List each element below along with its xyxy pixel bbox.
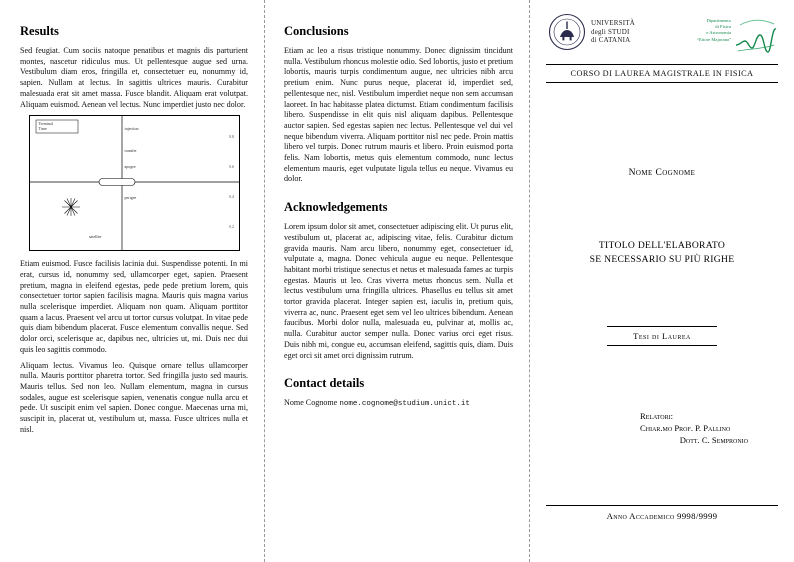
figure-tick-4: 0.2	[229, 224, 234, 230]
contact-line	[284, 398, 513, 410]
department-wave-icon	[734, 15, 778, 57]
figure-line-label-3: apogee	[124, 164, 136, 170]
conclusions-paragraph: Etiam ac leo a risus tristique nonummy. Donec dignissim tincidunt nulla. Vestibulum rhoncus molestie odio. Sed lobortis, justo et pretium lobortis, mauris turpis condimentum augue, nec ultricies nibh arcu pretium enim. Nunc purus neque, placerat id, imperdiet sed, pellentesque nec, nisl. Vestibulum imperdiet neque non sem accumsan laoreet. In hac habitasse platea dictumst. Etiam condimentum facilisis libero. Suspendisse in elit quis nisl aliquam dapibus. Pellentesque auctor sapien. Sed egestas sapien nec lectus. Pellentesque vel dui vel neque bibendum viverra. Aliquam porttitor nisl nec pede. Proin mattis libero vel turpis. Donec rutrum mauris et libero. Proin euismod porta felis. Nam lobortis, metus quis elementum commodo, nunc lectus elementum mauris, eget vulputate ligula tellus eu neque. Vivamus eu dolor.	[284, 46, 513, 184]
fold-line-1	[264, 0, 265, 562]
results-paragraph-3: Aliquam lectus. Vivamus leo. Quisque ornare tellus ullamcorper nulla. Mauris porttitor pharetra tortor. Sed fringilla justo sed mauris. Mauris tellus. Sed non leo. Nullam elementum, magna in cursus sodales, augue est scelerisque sapien, venenatis congue nulla arcu et pede. Ut suscipit enim vel sapien. Donec congue. Maecenas urna mi, suscipit in, placerat ut, vestibulum ut, massa. Fusce ultrices nulla et nisl.	[20, 360, 248, 434]
thesis-type-wrap	[546, 326, 778, 346]
figure-legend-line2: Time	[38, 126, 47, 132]
advisors-block	[640, 410, 748, 446]
acknowledgements-heading: Acknowledgements	[284, 200, 388, 215]
results-figure	[29, 115, 240, 251]
thesis-title-line2: SE NECESSARIO SU PIÙ RIGHE	[589, 253, 735, 265]
figure-tick-1: 0.8	[229, 134, 234, 140]
figure-line-label-4: perigee	[124, 195, 137, 201]
department-line2: di Fisica	[715, 23, 731, 29]
results-paragraph-2: Etiam euismod. Fusce facilisis lacinia dui. Suspendisse potenti. In mi erat, cursus id, nonummy sed, ullamcorper eget, sapien. Praesent pretium, magna in eleifend egestas, pede pede pretium lorem, quis consectetuer tortor sapien facilisis magna. Mauris quis magna varius nulla scelerisque imperdiet. Aliquam non quam. Aliquam porttitor quam a lacus. Praesent vel arcu ut tortor cursus volutpat. In vitae pede quis diam bibendum placerat. Fusce elementum convallis neque. Sed dolor orci, scelerisque ac, dapibus nec, ultricies ut, mi. Duis nec dui quis leo sagittis commodo.	[20, 259, 248, 354]
academic-year: Anno Accademico 9998/9999	[546, 505, 778, 521]
department-name	[697, 15, 731, 43]
figure-line-label-1: injection	[124, 126, 139, 132]
column-cover	[546, 0, 778, 562]
course-banner: CORSO DI LAUREA MAGISTRALE IN FISICA	[546, 64, 778, 83]
department-logo	[697, 13, 778, 57]
figure-tick-3: 0.4	[229, 194, 234, 200]
contact-email[interactable]: nome.cognome@studium.unict.it	[339, 400, 470, 409]
figure-tick-2: 0.6	[229, 164, 234, 170]
column-results	[20, 0, 248, 562]
thesis-type-badge: Tesi di Laurea	[607, 326, 717, 346]
figure-legend-line1: Terminal	[38, 121, 53, 127]
contact-name: Nome Cognome	[284, 398, 338, 408]
department-name-quote: “Ettore Majorana”	[696, 37, 731, 43]
results-heading: Results	[20, 24, 59, 38]
capsule-shape	[99, 179, 135, 186]
university-seal-icon	[548, 13, 586, 51]
thesis-title	[546, 239, 778, 266]
university-name	[591, 19, 635, 44]
advisor-1: Chiar.mo Prof. P. Pallino	[640, 423, 731, 433]
column-conclusions	[284, 0, 513, 562]
conclusions-heading: Conclusions	[284, 24, 349, 38]
department-line1: Dipartimento	[706, 18, 731, 23]
department-line3: e Astronomia	[706, 29, 731, 35]
university-name-line3: di CATANIA	[591, 36, 631, 45]
satellite-diagram	[29, 115, 240, 251]
author-name: Nome Cognome	[628, 168, 696, 178]
university-logo	[548, 13, 635, 51]
university-name-line2: degli STUDI	[591, 27, 630, 36]
logos-row	[548, 13, 778, 57]
thesis-title-line1: TITOLO DELL'ELABORATO	[598, 240, 726, 251]
advisor-2: Dott. C. Sempronio	[679, 435, 748, 445]
contact-heading: Contact details	[284, 376, 365, 391]
figure-line-label-2: transfer	[124, 148, 137, 154]
figure-satellite-label: satellite	[89, 234, 102, 240]
results-paragraph-1: Sed feugiat. Cum sociis natoque penatibus et magnis dis parturient montes, nascetur ridiculus mus. Ut pellentesque augue sed urna. Vestibulum diam eros, fringilla et, consectetuer eu, nonummy id, sapien. Nullam at lectus. In sagittis ultrices mauris. Curabitur malesuada erat sit amet massa. Fusce blandit. Aliquam erat volutpat. Aliquam euismod. Aenean vel lectus. Nunc imperdiet justo nec dolor.	[20, 46, 248, 109]
advisors-label: Relatori:	[640, 411, 674, 421]
university-name-line1: UNIVERSITÀ	[591, 19, 635, 28]
fold-line-2	[529, 0, 530, 562]
acknowledgements-paragraph: Lorem ipsum dolor sit amet, consectetuer adipiscing elit. Ut purus elit, vestibulum ut, placerat ac, adipiscing vitae, felis. Curabitur dictum gravida mauris. Nam arcu libero, nonummy eget, consectetuer id, vulputate a, magna. Donec vehicula augue eu neque. Pellentesque habitant morbi tristique senectus et netus et malesuada fames ac turpis egestas. Mauris ut leo. Cras viverra metus rhoncus sem. Nulla et lectus vestibulum urna fringilla ultrices. Phasellus eu tellus sit amet tortor gravida placerat. Integer sapien est, iaculis in, pretium quis, viverra ac, nunc. Praesent eget sem vel leo ultrices bibendum. Aenean faucibus. Morbi dolor nulla, malesuada eu, pulvinar at, mollis ac, nulla. Curabitur auctor semper nulla. Donec varius orci eget risus. Duis nibh mi, congue eu, accumsan eleifend, sagittis quis, diam. Duis eget orci sit amet orci dignissim rutrum.	[284, 222, 513, 360]
star-glyph	[62, 198, 80, 216]
